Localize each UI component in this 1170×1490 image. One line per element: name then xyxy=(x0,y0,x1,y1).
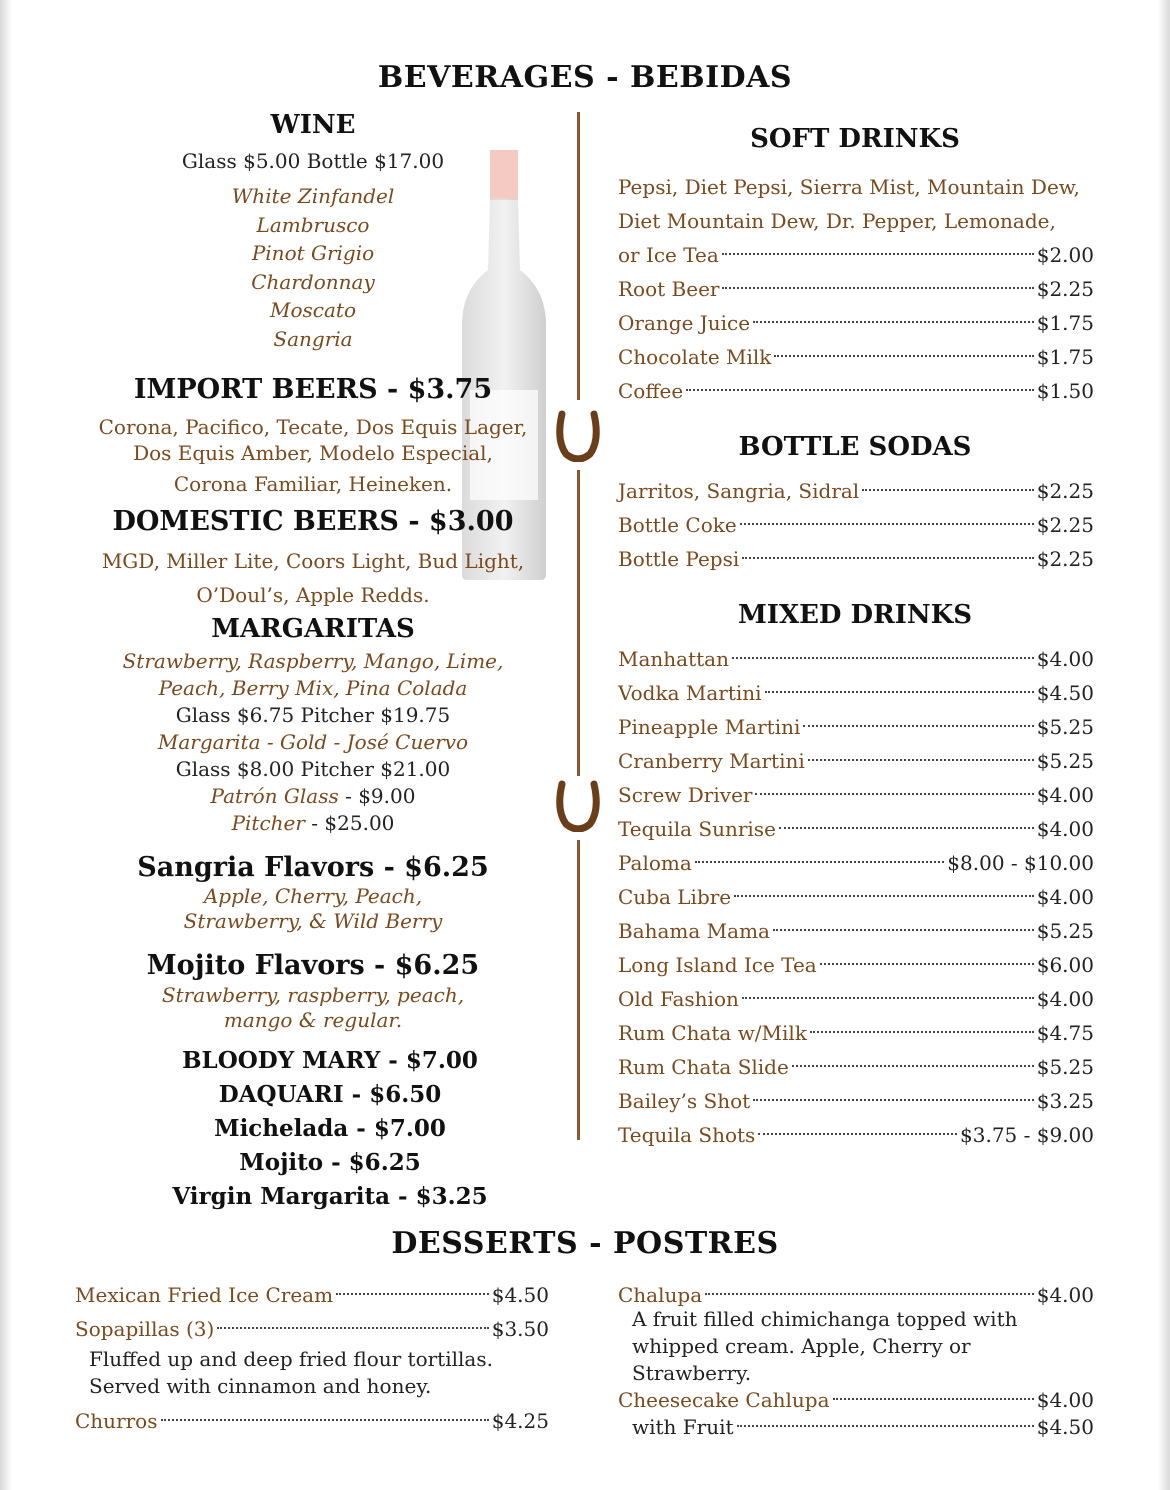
menu-row xyxy=(618,1414,1094,1441)
leader-dots xyxy=(734,895,1034,897)
import-beers-line: Dos Equis Amber, Modelo Especial, xyxy=(133,441,493,465)
import-beers-list xyxy=(43,414,583,499)
item-price: $2.25 xyxy=(1036,547,1094,571)
mixed-drinks-list xyxy=(618,642,1094,1152)
patron-glass-price: - $9.00 xyxy=(338,784,416,808)
leader-dots xyxy=(732,657,1034,659)
leader-dots xyxy=(758,1133,957,1135)
leader-dots xyxy=(810,1031,1034,1033)
item-name: Bailey’s Shot xyxy=(618,1089,751,1113)
leader-dots xyxy=(862,489,1034,491)
margaritas-heading: MARGARITAS xyxy=(211,614,415,644)
desserts-right xyxy=(618,1278,1094,1441)
menu-row xyxy=(618,948,1094,982)
desserts-heading: DESSERTS - POSTRES xyxy=(391,1226,779,1261)
import-beers-heading: IMPORT BEERS - $3.75 xyxy=(133,374,493,405)
bottle-sodas-heading: BOTTLE SODAS xyxy=(738,432,972,462)
leader-dots xyxy=(753,321,1034,323)
leader-dots xyxy=(765,691,1034,693)
item-name: Bottle Coke xyxy=(618,513,737,537)
leader-dots xyxy=(773,929,1034,931)
margarita-flavors: Peach, Berry Mix, Pina Colada xyxy=(158,676,468,700)
column-divider-middle xyxy=(577,470,580,776)
page-edge-right xyxy=(1158,0,1170,1490)
patron-pitcher-price: - $25.00 xyxy=(304,811,395,835)
menu-row xyxy=(618,778,1094,812)
item-price: $1.50 xyxy=(1036,379,1094,403)
item-price: $4.75 xyxy=(1036,1021,1094,1045)
menu-row xyxy=(618,676,1094,710)
soft-drinks-text: Diet Mountain Dew, Dr. Pepper, Lemonade, xyxy=(618,209,1056,233)
wine-prices: Glass $5.00 Bottle $17.00 xyxy=(181,149,445,173)
item-name: Tequila Sunrise xyxy=(618,817,776,841)
menu-row xyxy=(618,1084,1094,1118)
special-item: Mojito - $6.25 xyxy=(239,1149,421,1176)
item-price: $2.25 xyxy=(1036,513,1094,537)
item-price: $4.00 xyxy=(1036,885,1094,909)
item-name: Cheesecake Cahlupa xyxy=(618,1388,830,1412)
import-beers-line: Corona Familiar, Heineken. xyxy=(173,472,453,496)
mojito-flavor-line: Strawberry, raspberry, peach, xyxy=(161,983,465,1007)
menu-row xyxy=(618,982,1094,1016)
special-item: Michelada - $7.00 xyxy=(214,1115,446,1142)
soft-drinks-text: Pepsi, Diet Pepsi, Sierra Mist, Mountain Dew, xyxy=(618,175,1080,199)
leader-dots xyxy=(792,1065,1034,1067)
item-price: $5.25 xyxy=(1036,1055,1094,1079)
domestic-beers-line: MGD, Miller Lite, Coors Light, Bud Light, xyxy=(101,549,525,573)
leader-dots xyxy=(336,1293,489,1295)
wine-list xyxy=(163,182,463,353)
item-name: Orange Juice xyxy=(618,311,751,335)
menu-row xyxy=(618,1050,1094,1084)
column-divider-top xyxy=(577,112,580,400)
soft-drinks-heading: SOFT DRINKS xyxy=(750,124,960,154)
menu-row xyxy=(618,744,1094,778)
menu-row xyxy=(618,542,1094,576)
item-price: $4.00 xyxy=(1036,647,1094,671)
wine-variety: Lambrusco xyxy=(256,212,370,237)
margarita-gold: Margarita - Gold - José Cuervo xyxy=(157,730,469,754)
item-price: $4.50 xyxy=(491,1283,549,1307)
item-price: $2.00 xyxy=(1036,243,1094,267)
leader-dots xyxy=(740,523,1034,525)
menu-row xyxy=(75,1312,549,1346)
menu-row xyxy=(618,880,1094,914)
item-name: Bottle Pepsi xyxy=(618,547,740,571)
item-price: $4.00 xyxy=(1036,1283,1094,1307)
bottle-sodas-list xyxy=(618,474,1094,576)
item-price: $4.00 xyxy=(1036,817,1094,841)
item-price: $2.25 xyxy=(1036,277,1094,301)
leader-dots xyxy=(755,793,1033,795)
page-title: BEVERAGES - BEBIDAS xyxy=(377,60,793,95)
mojito-flavor-line: mango & regular. xyxy=(223,1008,403,1032)
item-name: Chalupa xyxy=(618,1283,703,1307)
menu-row xyxy=(618,238,1094,272)
item-name: Old Fashion xyxy=(618,987,739,1011)
item-name: Mexican Fried Ice Cream xyxy=(75,1283,334,1307)
leader-dots xyxy=(808,759,1034,761)
menu-row xyxy=(75,1404,549,1438)
item-price: $5.25 xyxy=(1036,749,1094,773)
special-item: DAQUARI - $6.50 xyxy=(218,1081,442,1108)
wine-variety: Sangria xyxy=(273,326,353,351)
menu-row xyxy=(618,508,1094,542)
leader-dots xyxy=(833,1398,1034,1400)
item-name: Manhattan xyxy=(618,647,729,671)
margarita-price: Glass $6.75 Pitcher $19.75 xyxy=(175,703,451,727)
menu-row xyxy=(618,812,1094,846)
leader-dots xyxy=(217,1327,488,1329)
item-name: Rum Chata w/Milk xyxy=(618,1021,807,1045)
leader-dots xyxy=(742,557,1033,559)
special-item: Virgin Margarita - $3.25 xyxy=(172,1183,488,1210)
leader-dots xyxy=(737,1425,1034,1427)
item-price: $3.75 - $9.00 xyxy=(960,1123,1094,1147)
item-name: Tequila Shots xyxy=(618,1123,756,1147)
item-name: Sopapillas (3) xyxy=(75,1317,215,1341)
item-name: Churros xyxy=(75,1409,158,1433)
item-name: Coffee xyxy=(618,379,684,403)
menu-row xyxy=(618,642,1094,676)
item-name: with Fruit xyxy=(632,1415,734,1439)
patron-glass-label: Patrón Glass xyxy=(210,784,339,808)
menu-row xyxy=(75,1278,549,1312)
item-price: $8.00 - $10.00 xyxy=(947,851,1094,875)
patron-pitcher-label: Pitcher xyxy=(231,811,305,835)
item-price: $4.50 xyxy=(1036,681,1094,705)
leader-dots xyxy=(820,963,1034,965)
leader-dots xyxy=(779,827,1034,829)
item-price: $5.25 xyxy=(1036,919,1094,943)
wine-variety: Chardonnay xyxy=(251,269,375,294)
item-name: Chocolate Milk xyxy=(618,345,772,369)
leader-dots xyxy=(803,725,1033,727)
item-price: $5.25 xyxy=(1036,715,1094,739)
menu-row xyxy=(618,1016,1094,1050)
menu-row xyxy=(618,474,1094,508)
domestic-beers-list xyxy=(43,544,583,612)
sangria-heading: Sangria Flavors - $6.25 xyxy=(137,852,489,883)
item-price: $4.00 xyxy=(1036,1388,1094,1412)
menu-row xyxy=(618,306,1094,340)
item-name: Root Beer xyxy=(618,277,720,301)
item-price: $3.50 xyxy=(491,1317,549,1341)
item-price: $1.75 xyxy=(1036,311,1094,335)
wine-variety: White Zinfandel xyxy=(231,184,395,208)
item-name: or Ice Tea xyxy=(618,243,719,267)
domestic-beers-heading: DOMESTIC BEERS - $3.00 xyxy=(112,506,514,537)
margarita-flavors: Strawberry, Raspberry, Mango, Lime, xyxy=(122,649,504,673)
leader-dots xyxy=(774,355,1033,357)
leader-dots xyxy=(722,287,1033,289)
wine-variety: Pinot Grigio xyxy=(251,241,375,265)
item-name: Cuba Libre xyxy=(618,885,732,909)
wine-variety: Moscato xyxy=(270,298,356,322)
item-price: $3.25 xyxy=(1036,1089,1094,1113)
leader-dots xyxy=(695,861,944,863)
item-price: $4.25 xyxy=(491,1409,549,1433)
sangria-flavor-line: Strawberry, & Wild Berry xyxy=(183,909,443,933)
menu-row xyxy=(618,710,1094,744)
menu-row xyxy=(618,846,1094,880)
mojito-flavors-heading: Mojito Flavors - $6.25 xyxy=(146,950,480,981)
domestic-beers-line: O’Doul’s, Apple Redds. xyxy=(196,583,430,607)
item-name: Jarritos, Sangria, Sidral xyxy=(618,479,860,503)
item-name: Paloma xyxy=(618,851,692,875)
item-name: Bahama Mama xyxy=(618,919,770,943)
item-name: Long Island Ice Tea xyxy=(618,953,817,977)
leader-dots xyxy=(742,997,1034,999)
item-name: Rum Chata Slide xyxy=(618,1055,789,1079)
page-edge-left xyxy=(0,0,12,1490)
soft-drinks-list xyxy=(618,170,1094,408)
soft-drinks-line xyxy=(618,204,1094,238)
sangria-flavor-line: Apple, Cherry, Peach, xyxy=(203,884,423,908)
item-name: Vodka Martini xyxy=(618,681,762,705)
item-description: Served with cinnamon and honey. xyxy=(89,1374,432,1398)
item-price: $4.00 xyxy=(1036,987,1094,1011)
item-price: $1.75 xyxy=(1036,345,1094,369)
leader-dots xyxy=(753,1099,1034,1101)
leader-dots xyxy=(686,389,1034,391)
item-name: Cranberry Martini xyxy=(618,749,805,773)
desserts-left xyxy=(75,1278,549,1438)
item-price: $4.00 xyxy=(1036,783,1094,807)
menu-row xyxy=(618,374,1094,408)
mojito-flavors xyxy=(63,983,563,1033)
margarita-gold-price: Glass $8.00 Pitcher $21.00 xyxy=(175,757,451,781)
item-price: $4.50 xyxy=(1036,1415,1094,1439)
menu-row xyxy=(618,272,1094,306)
menu-row xyxy=(618,1118,1094,1152)
patron-glass xyxy=(63,783,563,810)
patron-pitcher xyxy=(63,810,563,837)
sangria-flavors xyxy=(63,884,563,934)
special-item: BLOODY MARY - $7.00 xyxy=(182,1047,478,1074)
item-price: $6.00 xyxy=(1036,953,1094,977)
leader-dots xyxy=(722,253,1034,255)
item-name: Screw Driver xyxy=(618,783,753,807)
menu-row xyxy=(618,340,1094,374)
leader-dots xyxy=(705,1293,1034,1295)
item-description: A fruit filled chimichanga topped with xyxy=(632,1307,1018,1331)
item-price: $2.25 xyxy=(1036,479,1094,503)
soft-drinks-line xyxy=(618,170,1094,204)
mixed-drinks-heading: MIXED DRINKS xyxy=(738,600,972,630)
margaritas-block xyxy=(63,648,563,837)
import-beers-line: Corona, Pacifico, Tecate, Dos Equis Lager, xyxy=(98,415,528,439)
menu-row xyxy=(618,1387,1094,1414)
item-description: whipped cream. Apple, Cherry or Strawberry. xyxy=(632,1334,971,1385)
menu-row xyxy=(618,914,1094,948)
leader-dots xyxy=(161,1419,489,1421)
item-name: Pineapple Martini xyxy=(618,715,801,739)
specials-list xyxy=(80,1044,580,1214)
wine-heading: WINE xyxy=(270,110,356,140)
item-description: Fluffed up and deep fried flour tortillas. xyxy=(89,1347,493,1371)
